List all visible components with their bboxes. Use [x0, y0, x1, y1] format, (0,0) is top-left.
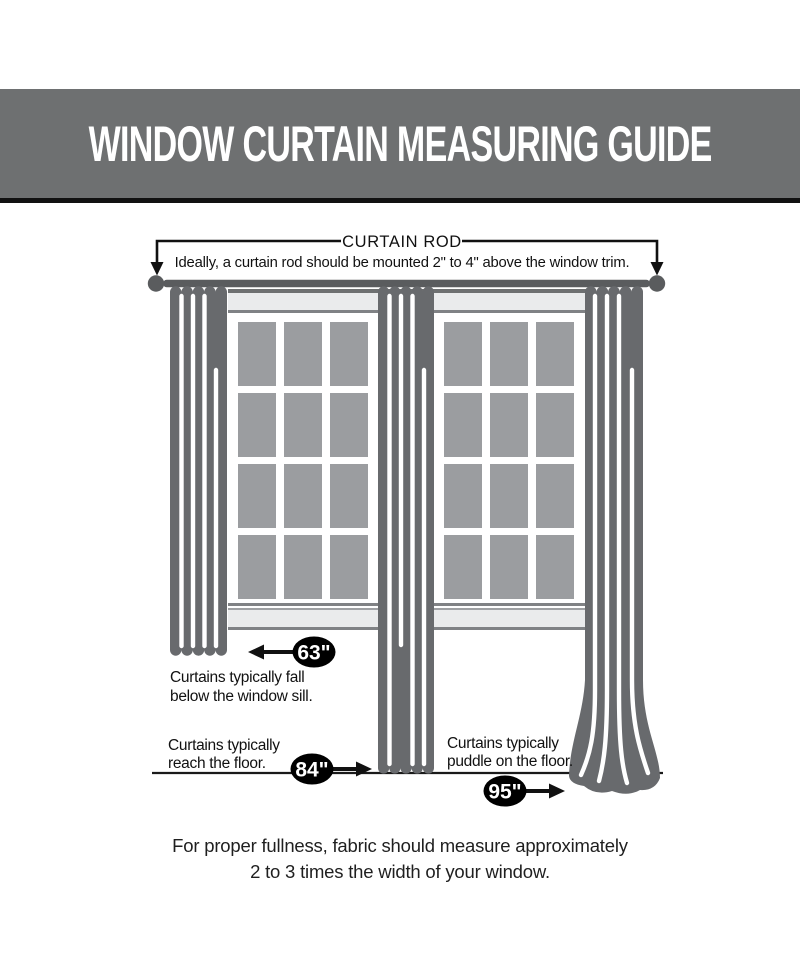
measurement-value: 63" [297, 641, 331, 665]
window-pane [490, 393, 528, 457]
window-pane [284, 393, 322, 457]
measurement-note-line: Curtains typically [168, 737, 280, 754]
measurement-note-line: below the window sill. [170, 688, 313, 705]
arrow-down-icon [651, 262, 664, 276]
window-pane [490, 535, 528, 599]
window-pane [444, 322, 482, 386]
curtain-panel-sill-length [170, 286, 227, 655]
measurement-84 [168, 737, 372, 785]
window-pane [330, 535, 368, 599]
measurement-note-line: puddle on the floor. [447, 753, 573, 770]
rod-callout-label: CURTAIN ROD [342, 233, 462, 251]
window-pane [284, 464, 322, 528]
window-pane [536, 535, 574, 599]
window-pane [536, 464, 574, 528]
window-pane [238, 535, 276, 599]
window-pane [330, 322, 368, 386]
curtain-panel-floor-length [378, 286, 434, 773]
arrow-down-icon [151, 262, 164, 276]
rod-mounting-note: Ideally, a curtain rod should be mounted 2" to 4" above the window trim. [174, 255, 630, 271]
arrow-right-icon [549, 784, 565, 799]
curtain-rod-bar [163, 280, 650, 287]
rod-callout [151, 233, 664, 276]
fullness-note-line: 2 to 3 times the width of your window. [250, 861, 550, 882]
measurement-value: 95" [488, 780, 522, 804]
window-pane [284, 535, 322, 599]
rod-finial-right [649, 275, 665, 291]
window-pane [238, 464, 276, 528]
curtain-body [170, 286, 227, 655]
arrow-left-icon [248, 645, 264, 660]
window-pane [536, 393, 574, 457]
page-title: WINDOW CURTAIN MEASURING GUIDE [88, 115, 712, 172]
measurement-95 [447, 735, 573, 807]
window-pane [284, 322, 322, 386]
window-pane [444, 535, 482, 599]
window-pane [444, 464, 482, 528]
window-pane [536, 322, 574, 386]
window-pane [490, 464, 528, 528]
measurement-note-line: reach the floor. [168, 755, 266, 772]
fullness-note [0, 833, 800, 885]
arrow-right-icon [356, 762, 372, 777]
window-pane [238, 393, 276, 457]
window-pane [490, 322, 528, 386]
window-pane [330, 464, 368, 528]
fullness-note-line: For proper fullness, fabric should measure approximately [172, 835, 628, 856]
measurement-value: 84" [295, 758, 329, 782]
measurement-note-line: Curtains typically [447, 735, 559, 752]
window-pane [444, 393, 482, 457]
window-pane [238, 322, 276, 386]
window-pane [330, 393, 368, 457]
rod-finial-left [148, 275, 164, 291]
measurement-note-line: Curtains typically fall [170, 669, 305, 686]
